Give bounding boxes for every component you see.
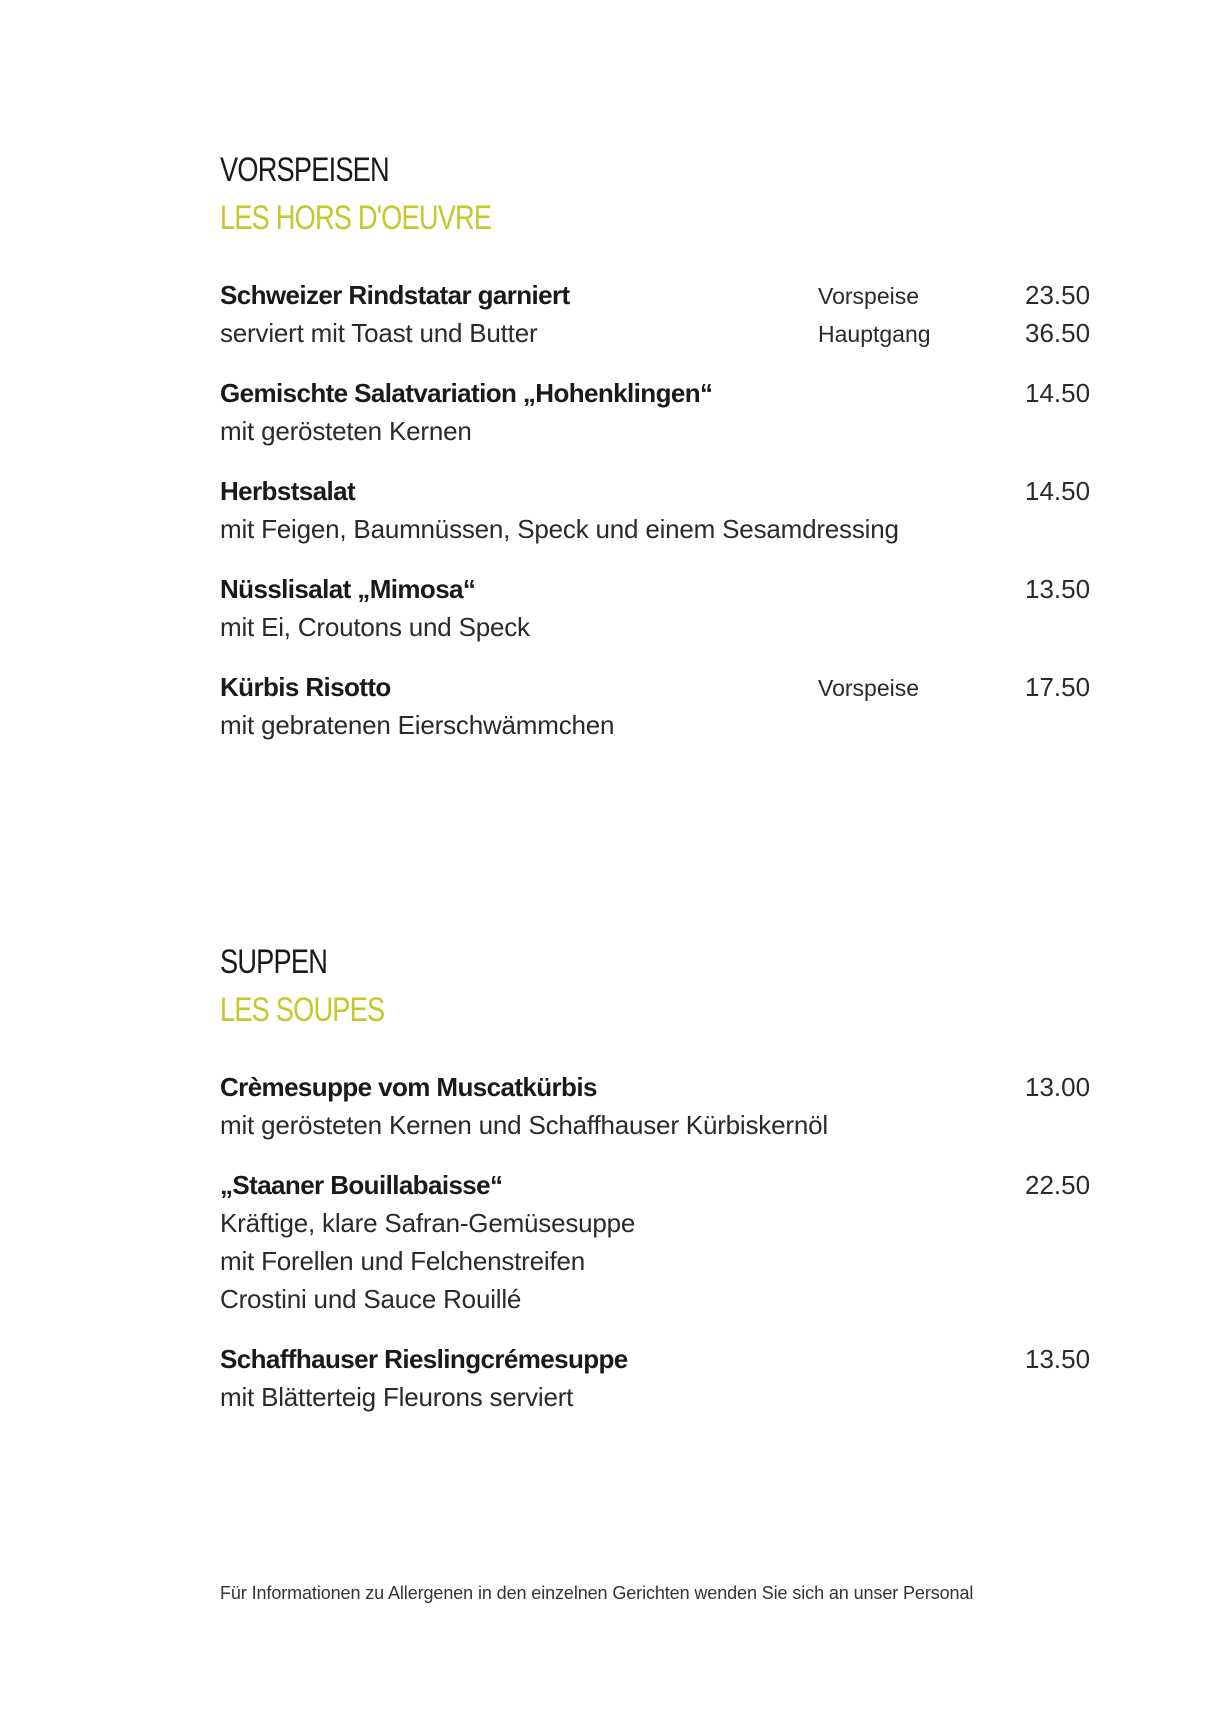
section-vorspeisen (220, 146, 1091, 770)
dish-price: 36.50 (1025, 318, 1091, 348)
dish-price: 13.00 (1025, 1072, 1091, 1102)
menu-item-list (220, 280, 1091, 748)
dish-description: mit Ei, Croutons und Speck (220, 612, 530, 642)
dish-price: 14.50 (1025, 476, 1091, 506)
dish-name: Gemischte Salatvariation „Hohenklingen“ (220, 378, 713, 408)
dish-price: 13.50 (1025, 574, 1091, 604)
section-title-de: VORSPEISEN (220, 151, 389, 189)
dish-price: 22.50 (1025, 1170, 1091, 1200)
menu-item (220, 574, 1091, 650)
section-title-fr: LES SOUPES (220, 991, 385, 1029)
dish-description: Crostini und Sauce Rouillé (220, 1284, 522, 1314)
dish-name: Kürbis Risotto (220, 672, 391, 702)
menu-item (220, 672, 1091, 748)
menu-item (220, 1344, 1091, 1420)
dish-name: „Staaner Bouillabaisse“ (220, 1170, 503, 1200)
dish-description: serviert mit Toast und Butter (220, 318, 538, 348)
portion-label: Vorspeise (818, 283, 920, 309)
dish-description: mit Forellen und Felchenstreifen (220, 1246, 586, 1276)
dish-name: Herbstsalat (220, 476, 356, 506)
dish-name: Schaffhauser Rieslingcrémesuppe (220, 1344, 628, 1374)
dish-description: mit gerösteten Kernen (220, 416, 472, 446)
portion-label: Vorspeise (818, 675, 920, 701)
allergen-note: Für Informationen zu Allergenen in den einzelnen Gerichten wenden Sie sich an unser Personal (220, 1583, 974, 1603)
section-title-fr: LES HORS D'OEUVRE (220, 199, 492, 237)
dish-description: mit Blätterteig Fleurons serviert (220, 1382, 574, 1412)
portion-label: Hauptgang (818, 321, 931, 347)
dish-description: mit gerösteten Kernen und Schaffhauser Kürbiskernöl (220, 1110, 828, 1140)
dish-name: Schweizer Rindstatar garniert (220, 280, 570, 310)
dish-name: Crèmesuppe vom Muscatkürbis (220, 1072, 597, 1102)
menu-item (220, 1170, 1091, 1322)
section-title-de: SUPPEN (220, 943, 328, 981)
menu-item-list (220, 1072, 1091, 1420)
dish-description: Kräftige, klare Safran-Gemüsesuppe (220, 1208, 636, 1238)
dish-name: Nüsslisalat „Mimosa“ (220, 574, 476, 604)
dish-description: mit Feigen, Baumnüssen, Speck und einem Sesamdressing (220, 514, 899, 544)
menu-item (220, 1072, 1091, 1148)
dish-price: 23.50 (1025, 280, 1091, 310)
section-suppen (220, 938, 1091, 1442)
dish-price: 14.50 (1025, 378, 1091, 408)
dish-description: mit gebratenen Eierschwämmchen (220, 710, 615, 740)
dish-price: 13.50 (1025, 1344, 1091, 1374)
menu-item (220, 476, 1091, 552)
menu-item (220, 378, 1091, 454)
menu-item (220, 280, 1091, 356)
dish-price: 17.50 (1025, 672, 1091, 702)
